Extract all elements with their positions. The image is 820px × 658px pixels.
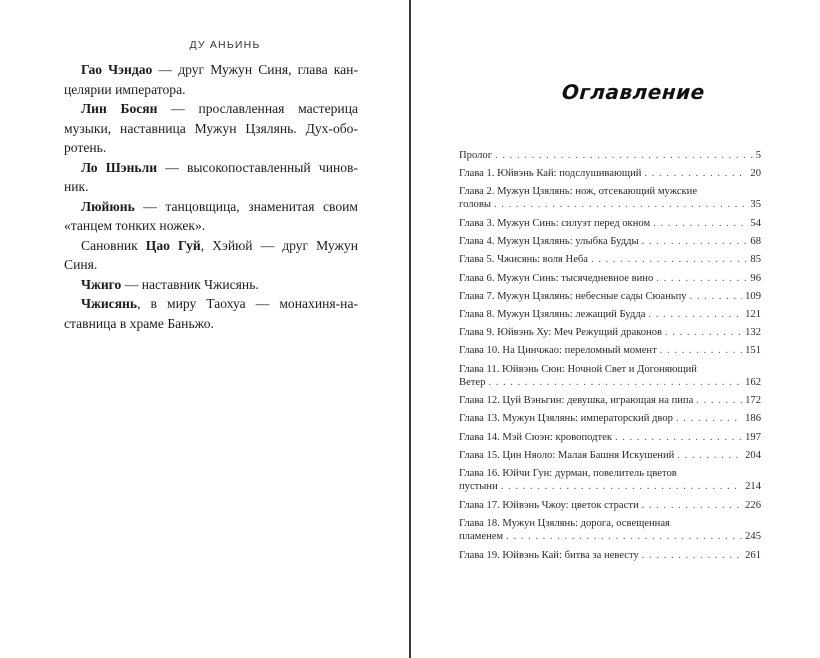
toc-entry[interactable] [459, 308, 761, 321]
character-line [64, 80, 358, 100]
toc-page-number: 121 [745, 309, 761, 320]
toc-entry[interactable] [459, 431, 761, 444]
toc-page-number: 5 [755, 150, 761, 161]
character-description: — наставник Чжисянь. [121, 276, 259, 292]
toc-entry[interactable] [459, 290, 761, 303]
toc-page-number: 226 [745, 500, 761, 511]
toc-entry-title: Глава 16. Юйчи Гун: дурман, повелитель цветов [459, 468, 677, 479]
toc-entry-title: Глава 6. Мужун Синь: тысячедневное вино [459, 273, 654, 284]
toc-leader-dots [501, 480, 742, 493]
character-line [64, 158, 358, 178]
character-description: , в миру Таохуа — монахиня-на- [137, 296, 358, 311]
toc-entry[interactable] [459, 149, 761, 162]
toc-page-number: 35 [750, 199, 761, 210]
toc-row [459, 480, 761, 493]
toc-page-number: 162 [745, 377, 761, 388]
toc-leader-dots [495, 149, 753, 162]
toc-leader-dots [677, 449, 742, 462]
running-head: ДУ АНЬИНЬ [189, 39, 261, 51]
toc-entry[interactable] [459, 467, 761, 493]
toc-entry-title: Глава 4. Мужун Цзялянь: улыбка Будды [459, 236, 639, 247]
character-name: Гао Чэндао [81, 62, 153, 77]
toc-page-number: 109 [745, 291, 761, 302]
toc-row [459, 344, 761, 357]
toc-row [459, 308, 761, 321]
toc-entry[interactable] [459, 344, 761, 357]
toc-leader-dots [494, 198, 747, 211]
toc-page-number: 197 [745, 432, 761, 443]
toc-leader-dots [660, 344, 742, 357]
toc-leader-dots [696, 394, 742, 407]
toc-page-number: 214 [745, 481, 761, 492]
toc-page-number: 204 [745, 450, 761, 461]
toc-leader-dots [648, 308, 742, 321]
toc-row [459, 217, 761, 230]
toc-leader-dots [615, 431, 742, 444]
toc-entry[interactable] [459, 167, 761, 180]
character-description: ротень. [64, 140, 107, 155]
toc-page-number: 132 [745, 327, 761, 338]
toc-leader-dots [665, 326, 742, 339]
toc-entry-title: пламенем [459, 531, 504, 542]
toc-entry-title: Глава 7. Мужун Цзялянь: небесные сады Сюаньпу [459, 291, 687, 302]
toc-entry-title: Глава 9. Юйвэнь Ху: Меч Режущий драконов [459, 327, 663, 338]
toc-row [459, 253, 761, 266]
character-line [64, 119, 358, 139]
toc-entry-title: Глава 17. Юйвэнь Чжоу: цветок страсти [459, 500, 639, 511]
toc-leader-dots [676, 412, 742, 425]
toc-row [459, 431, 761, 444]
toc-entry-title: Глава 19. Юйвэнь Кай: битва за невесту [459, 550, 639, 561]
character-line [64, 197, 358, 217]
toc-entry-title: Пролог [459, 150, 493, 161]
character-description: «танцем тонких ножек». [64, 218, 206, 233]
toc-page-number: 85 [750, 254, 761, 265]
toc-leader-dots [506, 530, 742, 543]
character-description: , Хэйюй — друг Мужун [200, 237, 358, 253]
toc-entry[interactable] [459, 517, 761, 543]
character-name: Ло Шэньли [81, 159, 158, 175]
character-description: — прославленная мастерица [157, 101, 358, 116]
toc-entry-title: Глава 18. Мужун Цзялянь: дорога, освещенная [459, 518, 670, 529]
gutter-divider [409, 0, 411, 658]
toc-entry-title: Глава 8. Мужун Цзялянь: лежащий Будда [459, 309, 646, 320]
toc-leader-dots [690, 290, 743, 303]
toc-page-number: 261 [745, 550, 761, 561]
toc-entry[interactable] [459, 449, 761, 462]
toc-entry-title: Глава 5. Чжисянь: воля Неба [459, 254, 589, 265]
character-description: Синя. [64, 257, 98, 272]
toc-entry[interactable] [459, 235, 761, 248]
toc-row [459, 412, 761, 425]
toc-page-number: 186 [745, 413, 761, 424]
table-of-contents [459, 144, 761, 562]
toc-entry-title: Ветер [459, 377, 486, 388]
toc-row [459, 167, 761, 180]
toc-entry-title: Глава 14. Мэй Сюэн: кровоподтек [459, 432, 612, 443]
character-description: — друг Мужун Синя, глава кан- [152, 62, 358, 77]
toc-entry-title: Глава 2. Мужун Цзялянь: нож, отсекающий мужские [459, 186, 698, 197]
toc-entry[interactable] [459, 272, 761, 285]
character-line [64, 275, 358, 295]
toc-page-number: 96 [750, 273, 761, 284]
toc-leader-dots [642, 235, 748, 248]
toc-entry[interactable] [459, 412, 761, 425]
toc-leader-dots [642, 549, 742, 562]
toc-row [459, 272, 761, 285]
toc-leader-dots [653, 217, 747, 230]
toc-row [459, 376, 761, 389]
toc-entry[interactable] [459, 185, 761, 211]
toc-entry[interactable] [459, 499, 761, 512]
toc-entry[interactable] [459, 394, 761, 407]
toc-entry-title: Глава 15. Цин Няоло: Малая Башня Искушений [459, 450, 675, 461]
toc-entry[interactable] [459, 217, 761, 230]
character-line [64, 99, 358, 119]
toc-page-number: 172 [745, 395, 761, 406]
toc-row [459, 290, 761, 303]
toc-row [459, 449, 761, 462]
toc-entry[interactable] [459, 326, 761, 339]
character-line [64, 177, 358, 197]
toc-entry[interactable] [459, 363, 761, 389]
toc-leader-dots [644, 167, 747, 180]
character-description: музыки, наставница Мужун Цзялянь. Дух-обо- [64, 120, 358, 136]
toc-entry-title: Глава 12. Цуй Вэньгин: девушка, играющая на пипа [459, 395, 694, 406]
character-description: — высокопоставленный чинов- [157, 159, 358, 175]
toc-row [459, 149, 761, 162]
toc-entry-title: Глава 1. Юйвэнь Кай: подслушивающий [459, 168, 642, 179]
toc-leader-dots [642, 499, 742, 512]
toc-page-number: 54 [750, 218, 761, 229]
toc-page-number: 245 [745, 531, 761, 542]
toc-entry[interactable] [459, 253, 761, 266]
toc-title: Оглавление [561, 80, 706, 104]
character-name: Люйюнь [81, 198, 135, 214]
toc-row [459, 549, 761, 562]
toc-entry-title: Глава 3. Мужун Синь: силуэт перед окном [459, 218, 651, 229]
toc-row [459, 326, 761, 339]
character-name: Чжисянь [81, 296, 138, 311]
character-line [64, 60, 358, 80]
toc-page-number: 68 [750, 236, 761, 247]
character-description: целярии императора. [64, 81, 186, 97]
toc-row [459, 198, 761, 211]
toc-entry-title: головы [459, 199, 491, 210]
character-description: ник. [64, 179, 89, 194]
toc-row [459, 530, 761, 543]
character-name: Цао Гуй [145, 237, 201, 253]
character-line [64, 255, 358, 275]
toc-entry-title: Глава 10. На Цинчжао: переломный момент [459, 345, 657, 356]
toc-entry-title: Глава 11. Юйвэнь Сюн: Ночной Свет и Догоняющий [459, 364, 697, 375]
character-line [64, 138, 358, 158]
toc-leader-dots [488, 376, 742, 389]
toc-row [459, 235, 761, 248]
character-line [64, 314, 358, 334]
toc-page-number: 151 [745, 345, 761, 356]
character-line-prefix: Сановник [81, 237, 146, 253]
toc-entry-title: Глава 13. Мужун Цзялянь: императорский двор [459, 413, 673, 424]
toc-row [459, 499, 761, 512]
toc-leader-dots [656, 272, 747, 285]
toc-row [459, 394, 761, 407]
character-line [64, 294, 358, 314]
character-description: ставница в храме Баньжо. [64, 315, 214, 331]
toc-entry-title: пустыни [459, 481, 498, 492]
character-line [64, 216, 358, 236]
character-line [64, 236, 358, 256]
toc-entry[interactable] [459, 549, 761, 562]
toc-leader-dots [591, 253, 747, 266]
character-name: Чжиго [81, 276, 122, 292]
character-name: Лин Босян [81, 101, 158, 116]
character-list [64, 60, 358, 333]
character-description: — танцовщица, знаменитая своим [134, 198, 358, 214]
toc-page-number: 20 [750, 168, 761, 179]
